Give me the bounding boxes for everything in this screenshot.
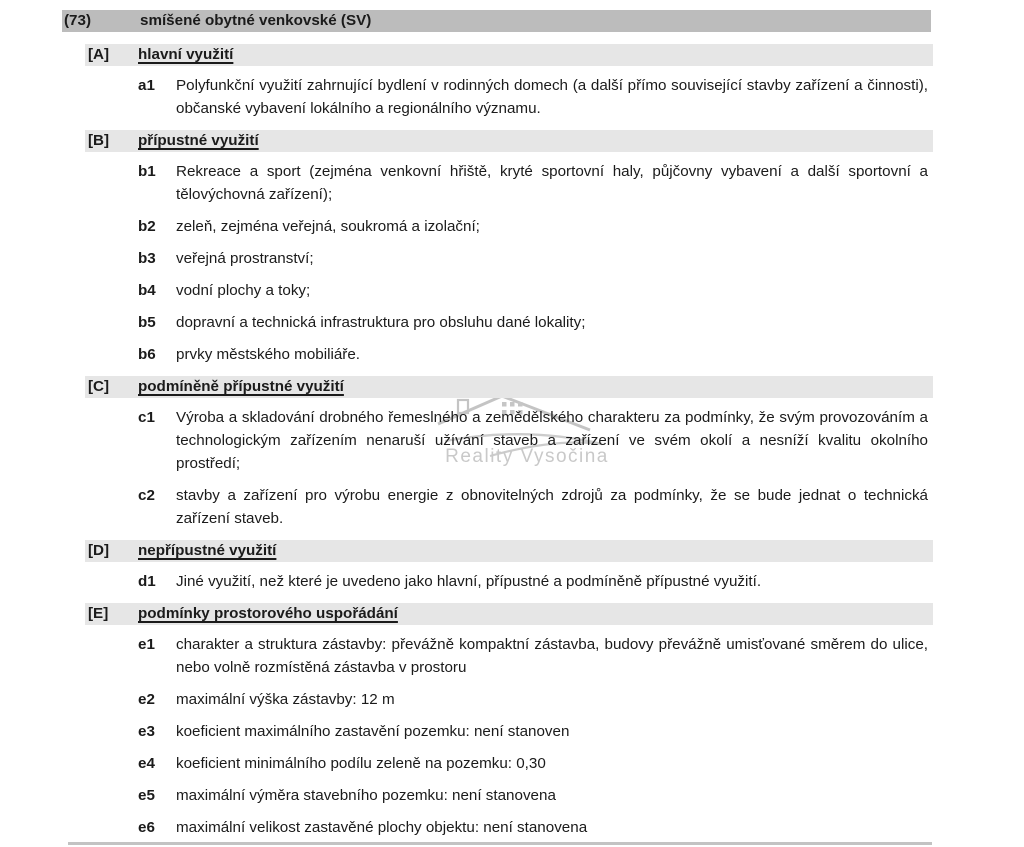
item-text: zeleň, zejména veřejná, soukromá a izolační; bbox=[176, 218, 480, 235]
item-text: Polyfunkční využití zahrnující bydlení v rodinných domech (a další přímo související stavby zařízení a činnosti), občanské vybavení lokálního a regionálního významu. bbox=[176, 77, 928, 117]
zone-title: smíšené obytné venkovské (SV) bbox=[140, 12, 372, 29]
section-bracket-label: [E] bbox=[88, 605, 109, 622]
item-label: c1 bbox=[138, 409, 155, 426]
item-row bbox=[138, 343, 928, 366]
item-text: Jiné využití, než které je uvedeno jako hlavní, přípustné a podmíněně přípustné využití. bbox=[176, 573, 762, 590]
item-row bbox=[138, 279, 928, 302]
item-text: stavby a zařízení pro výrobu energie z obnovitelných zdrojů za podmínky, že se bude jednat o technická zařízení staveb. bbox=[176, 487, 928, 527]
item-row bbox=[138, 406, 928, 475]
item-row bbox=[138, 720, 928, 743]
item-label: b3 bbox=[138, 250, 156, 267]
item-label: e6 bbox=[138, 819, 155, 836]
section-title: hlavní využití bbox=[138, 46, 234, 63]
item-text: vodní plochy a toky; bbox=[176, 282, 311, 299]
item-label: b6 bbox=[138, 346, 156, 363]
watermark-text: Reality Vysočina bbox=[445, 446, 609, 467]
item-text: veřejná prostranství; bbox=[176, 250, 314, 267]
item-text: koeficient minimálního podílu zeleně na pozemku: 0,30 bbox=[176, 755, 546, 772]
item-label: b2 bbox=[138, 218, 156, 235]
bottom-rule bbox=[68, 842, 932, 845]
item-label: b4 bbox=[138, 282, 156, 299]
section-title: nepřípustné využití bbox=[138, 542, 277, 559]
item-label: e5 bbox=[138, 787, 155, 804]
item-row bbox=[138, 160, 928, 206]
section-bracket-label: [B] bbox=[88, 132, 110, 149]
item-label: c2 bbox=[138, 487, 155, 504]
item-text: maximální výška zástavby: 12 m bbox=[176, 691, 395, 708]
zone-header-bar bbox=[62, 10, 931, 32]
item-text: maximální velikost zastavěné plochy objektu: není stanovena bbox=[176, 819, 588, 836]
item-text: prvky městského mobiliáře. bbox=[176, 346, 361, 363]
item-label: b1 bbox=[138, 163, 156, 180]
section-bracket-label: [D] bbox=[88, 542, 110, 559]
item-label: d1 bbox=[138, 573, 156, 590]
item-label: e2 bbox=[138, 691, 155, 708]
section-bar bbox=[85, 376, 933, 398]
item-row bbox=[138, 752, 928, 775]
item-label: e3 bbox=[138, 723, 155, 740]
section-bar bbox=[85, 44, 933, 66]
item-label: a1 bbox=[138, 77, 155, 94]
section-title: přípustné využití bbox=[138, 132, 259, 149]
item-text: maximální výměra stavebního pozemku: není stanovena bbox=[176, 787, 556, 804]
section-bracket-label: [A] bbox=[88, 46, 110, 63]
item-row bbox=[138, 484, 928, 530]
item-text: Rekreace a sport (zejména venkovní hřiště, kryté sportovní haly, půjčovny vybavení a další sportovní a tělovýchovná zařízení); bbox=[176, 163, 928, 203]
item-row bbox=[138, 688, 928, 711]
item-row bbox=[138, 247, 928, 270]
item-row bbox=[138, 311, 928, 334]
sections-container bbox=[0, 44, 1024, 839]
zone-code: (73) bbox=[64, 12, 92, 29]
item-row bbox=[138, 215, 928, 238]
item-text: charakter a struktura zástavby: převážně kompaktní zástavba, budovy převážně umisťované směrem do ulice, nebo volně rozmístěná zástavba v prostoru bbox=[176, 636, 928, 676]
item-row bbox=[138, 633, 928, 679]
document-content bbox=[0, 10, 1024, 845]
section-bar bbox=[85, 540, 933, 562]
item-label: e1 bbox=[138, 636, 155, 653]
item-label: b5 bbox=[138, 314, 156, 331]
item-row bbox=[138, 570, 928, 593]
item-row bbox=[138, 784, 928, 807]
item-row bbox=[138, 74, 928, 120]
item-label: e4 bbox=[138, 755, 155, 772]
item-text: koeficient maximálního zastavění pozemku: není stanoven bbox=[176, 723, 570, 740]
section-bracket-label: [C] bbox=[88, 378, 110, 395]
section-title: podmíněně přípustné využití bbox=[138, 378, 344, 395]
section-title: podmínky prostorového uspořádání bbox=[138, 605, 398, 622]
section-bar bbox=[85, 603, 933, 625]
item-row bbox=[138, 816, 928, 839]
section-bar bbox=[85, 130, 933, 152]
item-text: dopravní a technická infrastruktura pro obsluhu dané lokality; bbox=[176, 314, 586, 331]
item-text: Výroba a skladování drobného řemeslného a zemědělského charakteru za podmínky, že svým provozováním a technologickým zařízením nenaruší užívání staveb a zařízení ve svém okolí a nesníží kvalitu okolního prostředí; bbox=[176, 409, 928, 472]
